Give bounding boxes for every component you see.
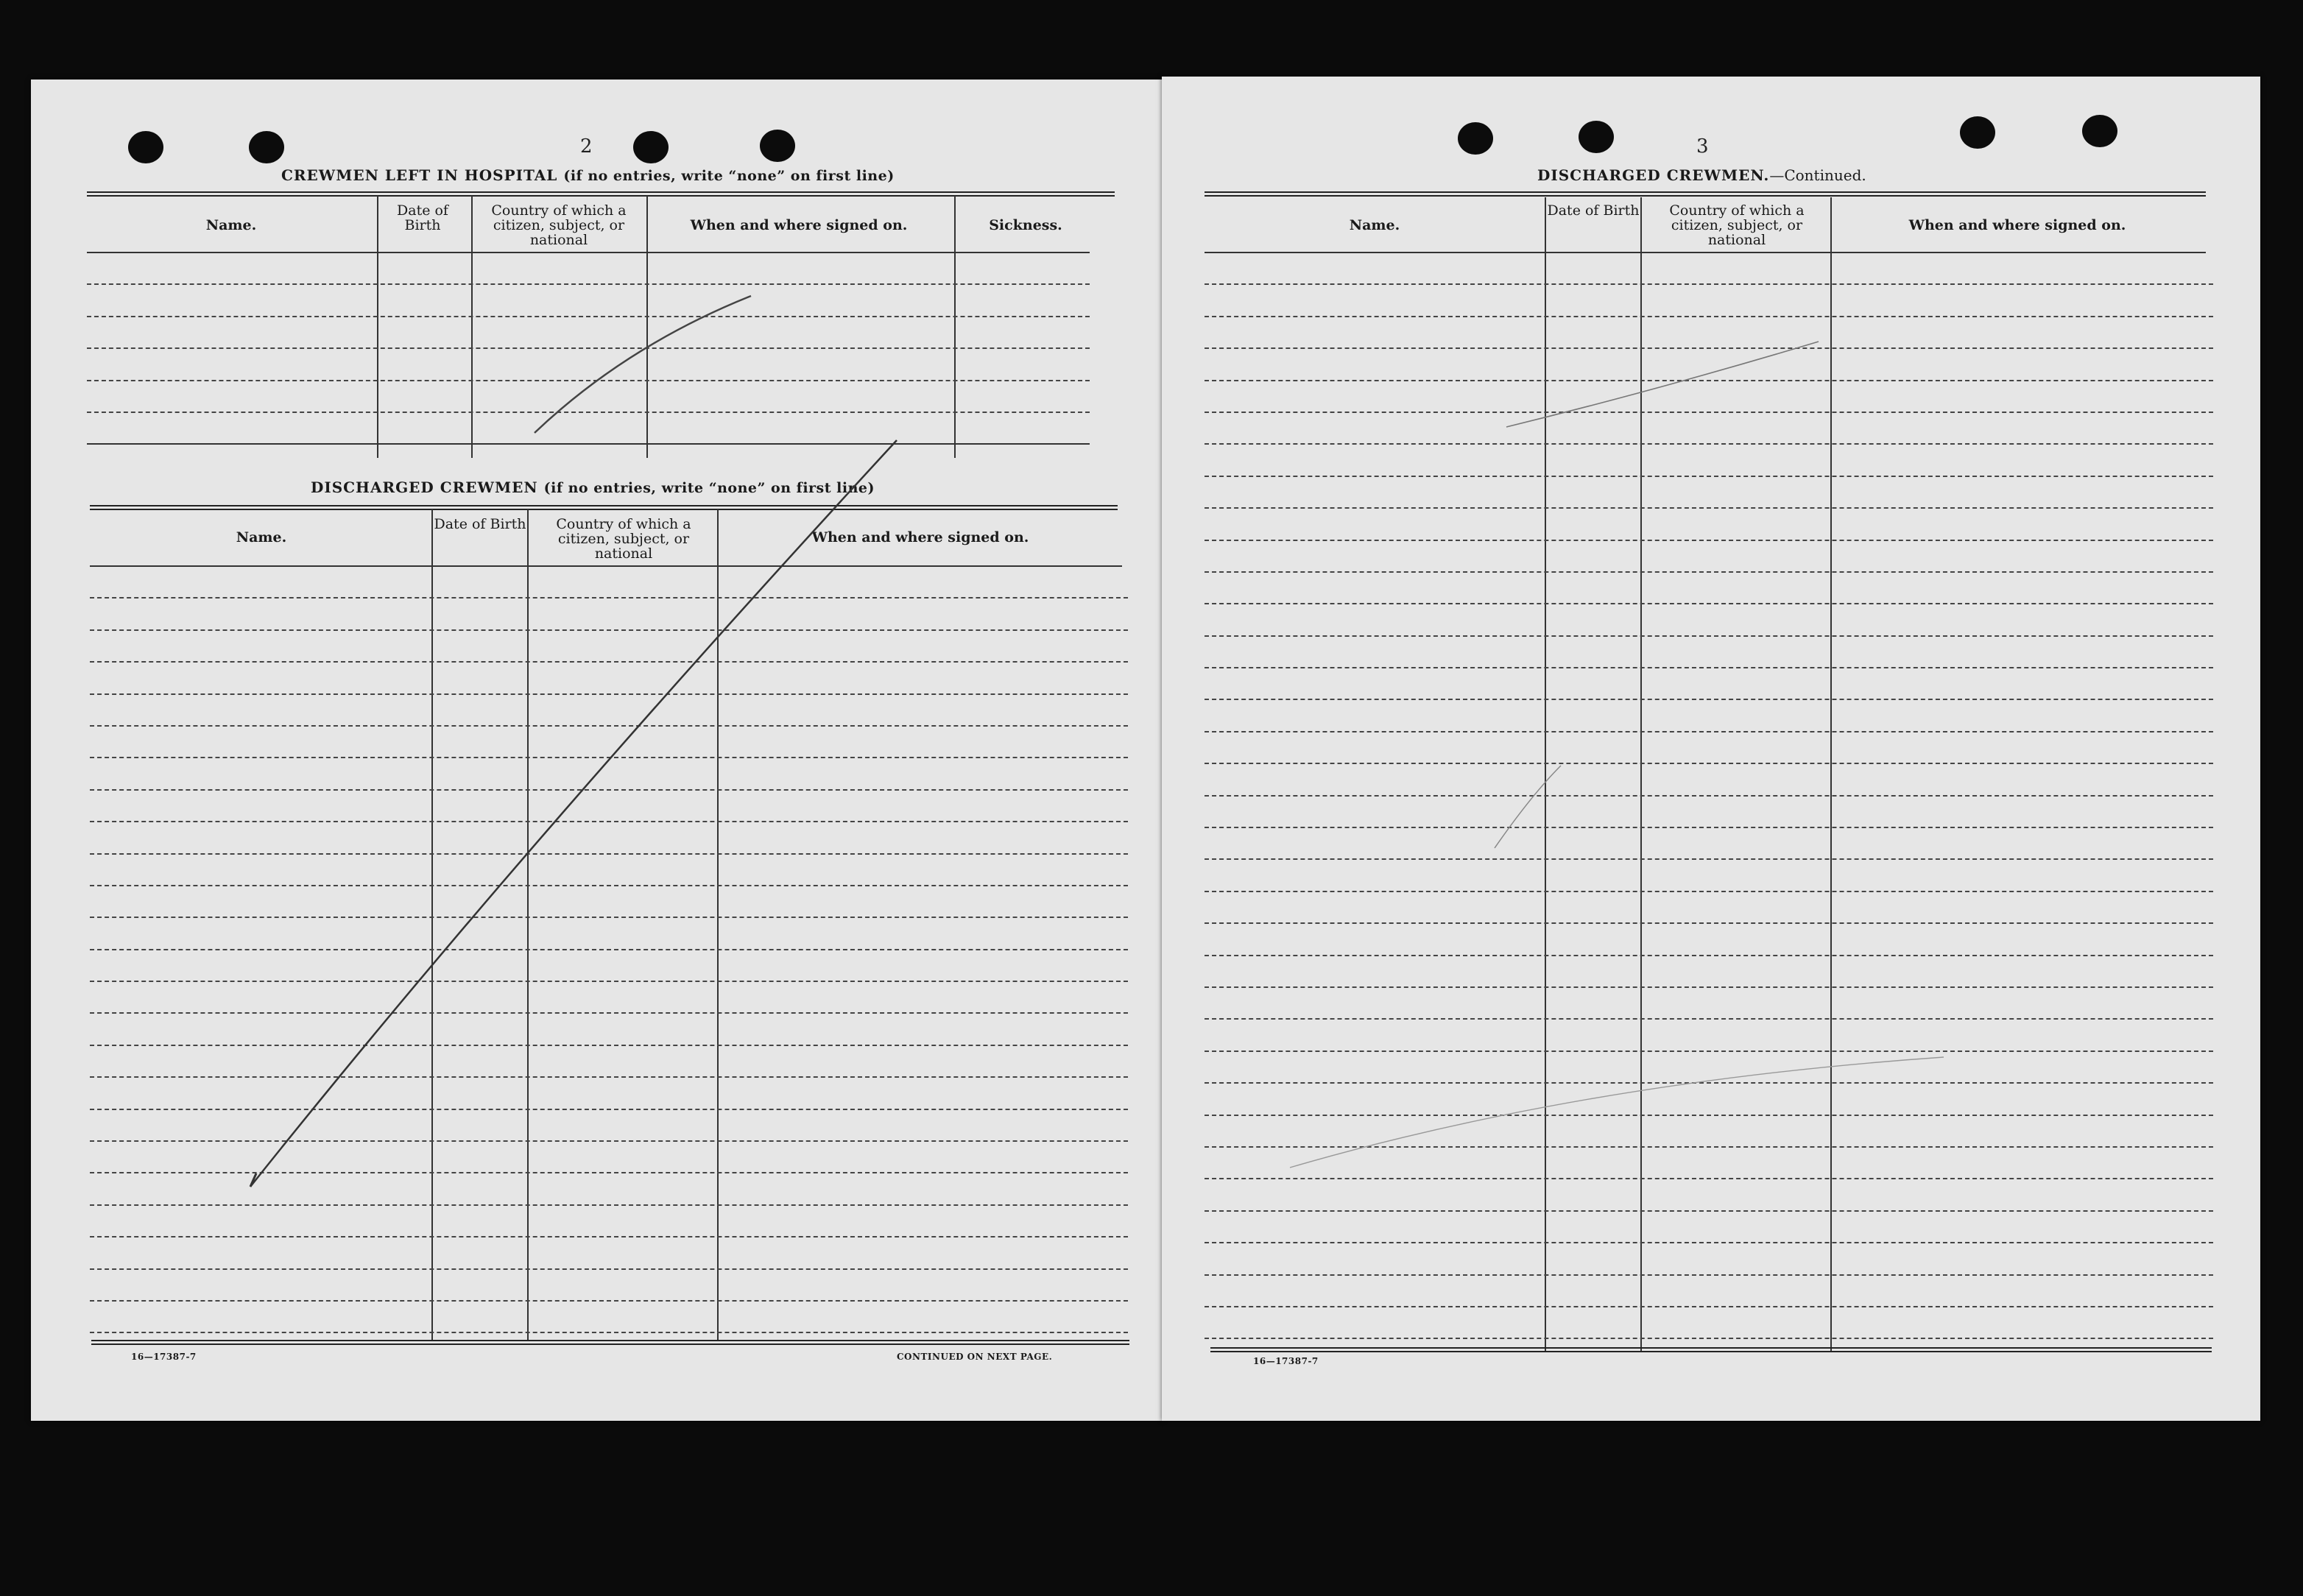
table-row (90, 791, 1128, 822)
table-row (90, 758, 1128, 790)
table-row (90, 982, 1128, 1014)
table-row (1205, 477, 2213, 509)
right-page (1162, 77, 2260, 1421)
page-number: 3 (1696, 135, 1709, 158)
table-row (90, 1078, 1128, 1109)
discharged-section-heading (311, 479, 875, 496)
table-row (90, 822, 1128, 854)
table-row (1205, 1052, 2213, 1084)
column-header-name: Name. (205, 217, 257, 233)
table-row (90, 567, 1128, 598)
table-row (90, 1173, 1128, 1205)
left-page (31, 80, 1163, 1421)
table-row (1205, 988, 2213, 1020)
table-row (1205, 541, 2213, 573)
punch-hole (1458, 122, 1493, 155)
hospital-section-heading (281, 166, 895, 184)
table-row (1205, 637, 2213, 668)
column-header-signed-on: When and where signed on. (1908, 217, 2126, 233)
table-row (90, 1206, 1128, 1237)
column-header-sickness: Sickness. (989, 217, 1062, 233)
table-row (90, 1237, 1128, 1269)
table-row (1205, 828, 2213, 860)
column-header-date-of-birth: Date of Birth (397, 202, 448, 233)
table-row (1205, 1212, 2213, 1243)
table-row (1205, 509, 2213, 540)
table-row (1205, 285, 2213, 317)
table-row (87, 413, 1090, 445)
table-row (1205, 413, 2213, 445)
table-row (1205, 573, 2213, 604)
table-row (87, 285, 1090, 317)
table-row (90, 1046, 1128, 1078)
hospital-section-title: CREWMEN LEFT IN HOSPITAL (281, 166, 558, 184)
column-header-date-of-birth: Date of Birth (434, 516, 526, 532)
punch-hole (1960, 116, 1995, 149)
table-row (87, 381, 1090, 413)
continued-label: —Continued. (1769, 166, 1866, 184)
discharged-section-title: DISCHARGED CREWMEN (311, 479, 538, 496)
double-rule (1205, 191, 2206, 197)
punch-hole (249, 131, 284, 163)
punch-hole (128, 131, 163, 163)
column-header-signed-on: When and where signed on. (690, 217, 908, 233)
table-row (1205, 445, 2213, 476)
table-row (90, 950, 1128, 982)
punch-hole (2082, 115, 2117, 147)
column-header-date-of-birth: Date of Birth (1547, 202, 1640, 219)
column-header-country: Country of which a citizen, subject, or national (491, 202, 627, 248)
table-row (1205, 1179, 2213, 1211)
table-row (1205, 381, 2213, 413)
table-row (1205, 732, 2213, 764)
punch-hole (633, 131, 669, 163)
table-row (1205, 604, 2213, 636)
double-rule (87, 191, 1115, 197)
table-row (1205, 1020, 2213, 1051)
page-number: 2 (580, 135, 593, 158)
hospital-section-instruction: (if no entries, write “none” on first line) (563, 168, 895, 184)
table-row (90, 598, 1128, 630)
table-row (87, 317, 1090, 349)
table-row (90, 918, 1128, 950)
discharged-continued-heading (1537, 166, 1866, 184)
column-header-name: Name. (1349, 217, 1400, 233)
table-row (90, 727, 1128, 758)
double-rule (91, 1340, 1129, 1345)
discharged-continued-title: DISCHARGED CREWMEN. (1537, 166, 1770, 184)
column-header-country: Country of which a citizen, subject, or national (556, 516, 691, 562)
discharged-entry-rows (90, 567, 1128, 1333)
column-header-signed-on: When and where signed on. (811, 529, 1029, 545)
table-row (1205, 1243, 2213, 1275)
discharged-section-instruction: (if no entries, write “none” on first line) (543, 480, 875, 496)
table-row (1205, 924, 2213, 956)
table-row (90, 1110, 1128, 1142)
table-row (1205, 797, 2213, 828)
hospital-entry-rows (87, 253, 1090, 445)
table-row (1205, 1084, 2213, 1115)
table-row (1205, 1116, 2213, 1148)
double-rule (1210, 1347, 2212, 1352)
table-row (1205, 317, 2213, 349)
discharged-continued-rows (1205, 253, 2213, 1339)
table-row (1205, 956, 2213, 988)
table-row (90, 1270, 1128, 1302)
table-row (90, 886, 1128, 918)
table-row (1205, 764, 2213, 796)
table-row (90, 663, 1128, 694)
punch-hole (760, 130, 795, 162)
table-row (90, 1142, 1128, 1173)
table-row (87, 253, 1090, 285)
column-header-country: Country of which a citizen, subject, or national (1669, 202, 1805, 248)
table-row (1205, 860, 2213, 891)
continued-note: CONTINUED ON NEXT PAGE. (897, 1352, 1053, 1362)
form-number: 16—17387-7 (131, 1352, 197, 1362)
table-row (1205, 668, 2213, 700)
table-row (1205, 1307, 2213, 1339)
form-number: 16—17387-7 (1253, 1356, 1319, 1366)
table-row (90, 695, 1128, 727)
table-row (1205, 1276, 2213, 1307)
double-rule (90, 505, 1118, 510)
table-row (90, 631, 1128, 663)
punch-hole (1579, 121, 1614, 153)
table-row (1205, 700, 2213, 732)
table-row (90, 1302, 1128, 1333)
table-row (1205, 892, 2213, 924)
table-row (90, 855, 1128, 886)
column-header-name: Name. (236, 529, 287, 545)
table-row (1205, 349, 2213, 381)
table-row (1205, 1148, 2213, 1179)
table-row (87, 349, 1090, 381)
table-row (90, 1014, 1128, 1045)
table-row (1205, 253, 2213, 285)
